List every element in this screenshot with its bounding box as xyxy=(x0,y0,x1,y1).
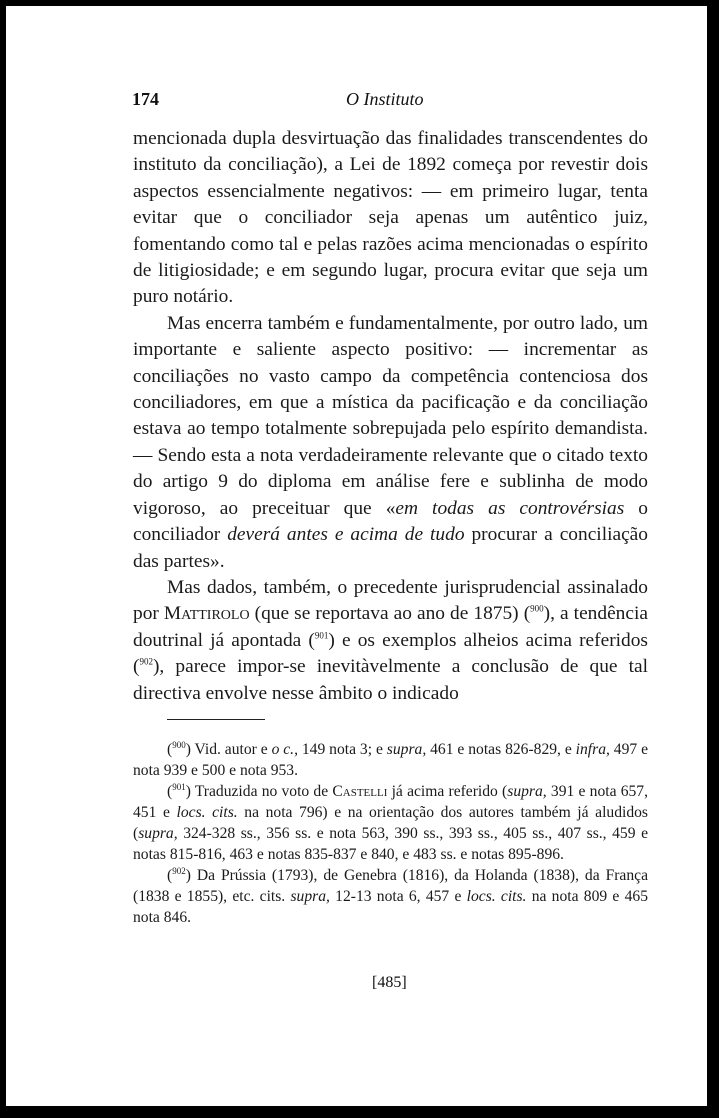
footnote-text: 149 nota 3; e xyxy=(297,741,387,758)
footnote-divider xyxy=(167,719,265,720)
footnote-text: 497 e nota 939 e 500 e nota 953. xyxy=(133,741,649,779)
original-page-mark: [485] xyxy=(372,974,407,991)
paragraph-2-text-a: Mas encerra também e fundamentalmente, por outro lado, um importante e saliente aspecto positivo: — incrementar as conciliações no vasto campo da competência contenciosa dos conciliadores, em que a mística da pacificação e da conciliação estava ao tempo totalmente sobrepujada pelo espírito demandista. — Sendo esta a nota verdadeiramente relevante que o citado texto do artigo 9 do diploma em análise fere e sublinha de modo vigoroso, ao preceituar que « xyxy=(133,312,648,519)
footnote-text: Vid. autor e xyxy=(194,741,272,758)
paragraph-2-text-e: procurar a conciliação das partes». xyxy=(133,524,648,572)
paragraph-3 xyxy=(133,575,648,707)
body-text xyxy=(133,126,648,707)
footnote-italic: o c., xyxy=(271,741,298,758)
page-number: 174 xyxy=(132,89,159,109)
quote-emphasis-1: em todas as controvérsias xyxy=(395,497,625,519)
footnote-ref-902[interactable]: 902 xyxy=(139,656,153,667)
footnote-ref-900[interactable]: 900 xyxy=(530,603,544,614)
paragraph-3-text-b: (que se reportava ao ano de 1875) ( xyxy=(249,603,531,625)
footnote-902: ($^{902}$) Da Prússia (1793), de Genebra (1816), da Holanda (1838), da França (1838 e 1855), etc. cits. supra, 12-13 nota 6, 457 e locs. cits. na nota 809 e 465 nota 846. xyxy=(133,865,648,926)
paragraph-2 xyxy=(133,311,648,575)
footnote-italic: locs. cits. xyxy=(176,804,238,821)
paragraph-3-text-a: Mas dados, também, o precedente jurisprudencial assinalado por xyxy=(133,576,648,625)
footnote-italic: supra, xyxy=(138,825,178,842)
paragraph-2-text-c: o conciliador xyxy=(133,497,649,546)
footnote-text: 391 e nota 657, 451 e xyxy=(133,783,648,821)
author-name: Mattirolo xyxy=(163,603,250,625)
footnote-text: já acima referido ( xyxy=(387,783,508,800)
footnote-text: na nota 796) e na orientação dos autores também já aludidos ( xyxy=(133,804,648,842)
footnote-italic: supra, xyxy=(507,783,547,800)
footnote-text: 461 e notas 826-829, e xyxy=(426,741,576,758)
author-name: Castelli xyxy=(332,783,388,800)
paragraph-3-text-d: ) e os exemplos alheios acima referidos ( xyxy=(133,629,648,678)
footnote-ref-901[interactable]: 901 xyxy=(314,630,329,641)
footnote-italic: supra, xyxy=(290,888,330,905)
paragraph-3-text-e: ), parece impor-se inevitàvelmente a conclusão de que tal directiva envolve nesse âmbito o indicado xyxy=(133,656,648,704)
quote-emphasis-2: deverá antes e acima de tudo xyxy=(227,524,465,546)
paragraph-1: mencionada dupla desvirtuação das finalidades transcendentes do instituto da conciliação), a Lei de 1892 começa por revestir dois aspectos essencialmente negativos: — em primeiro lugar, tenta evitar que o conciliador seja apenas um autêntico juiz, fomentando como tal e pelas razões acima mencionadas o espírito de litigiosidade; e em segundo lugar, procura evitar que seja um puro notário. xyxy=(133,128,648,308)
footnote-text: Traduzida no voto de xyxy=(194,783,333,800)
footnote-mark: 901 xyxy=(172,781,186,792)
footnote-italic: locs. cits. xyxy=(466,888,527,905)
footnotes xyxy=(133,739,648,928)
footnote-901: ($^{901}$) Traduzida no voto de Castelli já acima referido (supra, 391 e nota 657, 451 e locs. cits. na nota 796) e na orientação dos autores também já aludidos (supra, 324-328 ss., 356 ss. e nota 563, 390 ss., 393 ss., 405 ss., 407 ss., 459 e notas 815-816, 463 e notas 835-837 e 840, e 483 ss. e notas 895-896. xyxy=(133,781,648,863)
footnote-mark: 902 xyxy=(172,865,186,876)
footnote-text: 324-328 ss., 356 ss. e nota 563, 390 ss., 393 ss., 405 ss., 407 ss., 459 e notas 815-816, 463 e notas 835-837 e 840, e 483 ss. e notas 895-896. xyxy=(133,825,648,863)
footnote-text: Da Prússia (1793), de Genebra (1816), da Holanda (1838), da França (1838 e 1855), etc. cits. xyxy=(133,867,648,905)
footnote-italic: infra, xyxy=(575,741,610,758)
footnote-text: 12-13 nota 6, 457 e xyxy=(329,888,467,905)
footnote-text: na nota 809 e 465 nota 846. xyxy=(133,888,648,926)
footnote-mark: 900 xyxy=(172,739,186,750)
paragraph-3-text-c: ), a tendência doutrinal já apontada ( xyxy=(133,603,648,651)
footnote-italic: supra, xyxy=(386,741,427,758)
book-page xyxy=(6,6,707,1106)
running-title: O Instituto xyxy=(346,89,424,109)
footnote-900: ($^{900}$) Vid. autor e o c., 149 nota 3; e supra, 461 e notas 826-829, e infra, 497 e nota 939 e 500 e nota 953. xyxy=(133,739,649,779)
